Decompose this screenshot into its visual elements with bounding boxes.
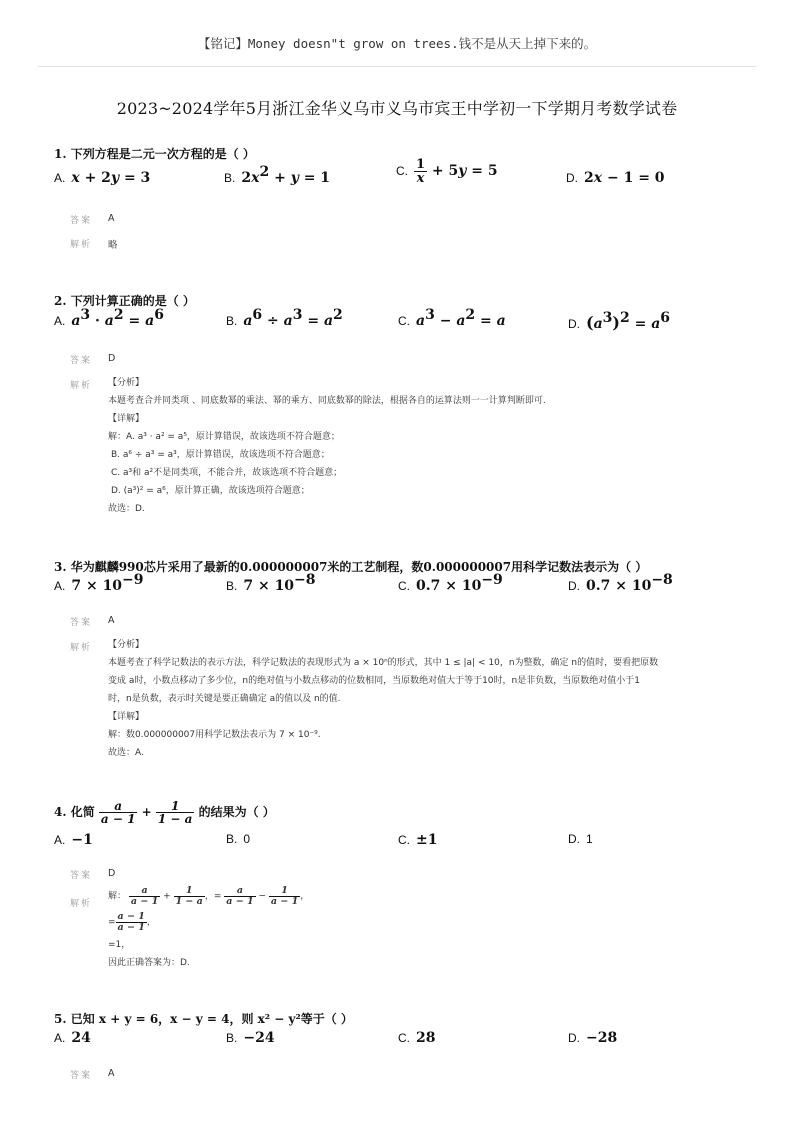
q2-analysis-label: 解析: [70, 381, 93, 391]
q2-option-b: B. $a^6 \div a^3 = a^2$: [226, 307, 343, 329]
question-1-stem: 1. 下列方程是二元一次方程的是（ ）: [54, 147, 255, 161]
question-5-stem: 5. 已知 x + y = 6，x − y = 4，则 x² − y²等于（ ）: [54, 1012, 353, 1026]
page-header-motto: 【铭记】Money doesn"t grow on trees.钱不是从天上掉下来的。: [197, 36, 597, 51]
q4-exp-line-1: 解： $\frac{a}{a - 1}$ + $\frac{1}{1 - a}$ ，= $\frac{a}{a - 1}$ − $\frac{1}{a - 1}$ ，: [108, 885, 310, 907]
q4-option-b: B. 0: [226, 832, 251, 846]
q1-option-d: D. 2x − 1 = 0: [566, 170, 665, 186]
q2-exp-line: 【详解】: [108, 414, 145, 424]
question-2-options: [54, 307, 754, 339]
q4-exp-line-4: 因此正确答案为：D.: [108, 958, 190, 968]
q5-answer-value: A: [108, 1068, 115, 1079]
q3-answer-label: 答案: [70, 618, 93, 628]
q3-analysis-label: 解析: [70, 643, 93, 653]
q3-exp-line: 本题考查了科学记数法的表示方法，科学记数法的表现形式为 a × 10ⁿ的形式，其中 1 ≤ |a| < 10，n为整数，确定 n的值时，要看把原数: [108, 658, 659, 668]
q1-answer-value: A: [108, 213, 115, 224]
q2-option-d: D. $(a^3)^2 = a^6$: [568, 310, 671, 332]
q2-exp-line: C. a³和 a²不是同类项，不能合并，故该选项不符合题意；: [111, 468, 343, 478]
q2-exp-line: 故选：D.: [108, 504, 145, 514]
q4-option-a: A. −1: [54, 832, 93, 848]
q3-option-a: A. $7 \times 10^{-9}$: [54, 572, 144, 594]
q5-answer-label: 答案: [70, 1071, 93, 1081]
q3-option-c: C. $0.7 \times 10^{-9}$: [398, 572, 503, 594]
question-4-options: [54, 832, 754, 858]
question-5-options: [54, 1030, 754, 1056]
q1-option-a: A. x + 2y = 3: [54, 170, 151, 186]
q3-exp-line: 故选：A.: [108, 748, 144, 758]
q1-option-c: C. $\frac{1}{x}$ + 5y = 5: [396, 157, 498, 186]
q4-answer-label: 答案: [70, 871, 93, 881]
q5-option-c: C. 28: [398, 1030, 436, 1046]
q3-option-d: D. $0.7 \times 10^{-8}$: [568, 572, 673, 594]
q2-exp-line: B. a⁶ ÷ a³ = a³，原计算错误，故该选项不符合题意；: [111, 450, 330, 460]
question-3-stem: 3. 华为麒麟990芯片采用了最新的0.000000007米的工艺制程，数0.000000007用科学记数法表示为（ ）: [54, 560, 648, 574]
q4-exp-line-3: =1，: [108, 940, 131, 950]
q4-exp-line-2: = $\frac{a - 1}{a - 1}$ ，: [108, 911, 156, 933]
q4-explanation: [108, 886, 728, 972]
question-1-options: [54, 157, 754, 196]
q2-option-a: A. $a^3 \cdot a^2 = a^6$: [54, 307, 164, 329]
q2-exp-line: D. (a³)² = a⁶，原计算正确，故该选项符合题意；: [111, 486, 310, 496]
q2-exp-line: 解：A. a³ · a² = a⁵，原计算错误，故该选项不符合题意；: [108, 432, 340, 442]
q2-exp-line: 【分析】: [108, 378, 145, 388]
q5-option-d: D. −28: [568, 1030, 618, 1046]
q3-exp-line: 【分析】: [108, 640, 145, 650]
question-2-stem: 2. 下列计算正确的是（ ）: [54, 294, 195, 308]
q2-option-c: C. $a^3 - a^2 = a$: [398, 307, 506, 329]
q4-option-c: C. ±1: [398, 832, 438, 848]
q3-exp-line: 变成 a时，小数点移动了多少位，n的绝对值与小数点移动的位数相同，当原数绝对值大于等于10时，n是非负数，当原数绝对值小于1: [108, 676, 640, 686]
q3-exp-line: 【详解】: [108, 712, 145, 722]
header-divider: [38, 66, 756, 67]
q2-answer-value: D: [108, 353, 116, 364]
q2-explanation: [108, 374, 728, 518]
q3-option-b: B. $7 \times 10^{-8}$: [226, 572, 316, 594]
q1-analysis-label: 解析: [70, 240, 93, 250]
q3-exp-line: 解：数0.000000007用科学记数法表示为 7 × 10⁻⁹.: [108, 730, 321, 740]
q2-exp-line: 本题考查合并同类项 、同底数幂的乘法、幂的乘方、同底数幂的除法，根据各自的运算法则一一计算判断即可.: [108, 396, 546, 406]
q3-explanation: [108, 636, 728, 762]
q1-option-b: B. $2x^2 + y = 1$: [224, 164, 331, 186]
q1-analysis-value: 略: [108, 240, 118, 251]
q3-answer-value: A: [108, 615, 115, 626]
q1-answer-label: 答案: [70, 216, 93, 226]
q5-option-a: A. 24: [54, 1030, 91, 1046]
q3-exp-line: 时，n是负数，表示时关键是要正确确定 a的值以及 n的值.: [108, 694, 341, 704]
q4-fraction-2: $\frac{1}{1 - a}$: [157, 799, 193, 826]
q4-analysis-label: 解析: [70, 899, 93, 909]
q2-answer-label: 答案: [70, 356, 93, 366]
exam-title: 2023~2024学年5月浙江金华义乌市义乌市宾王中学初一下学期月考数学试卷: [116, 99, 678, 118]
q4-option-d: D. 1: [568, 832, 593, 846]
q4-answer-value: D: [108, 868, 116, 879]
question-4-stem: 4. 化简 $\frac{a}{a - 1}$ + $\frac{1}{1 - a}$ 的结果为（ ）: [54, 799, 275, 826]
q5-option-b: B. −24: [226, 1030, 275, 1046]
q4-fraction-1: $\frac{a}{a - 1}$: [100, 799, 136, 826]
question-3-options: [54, 572, 754, 604]
